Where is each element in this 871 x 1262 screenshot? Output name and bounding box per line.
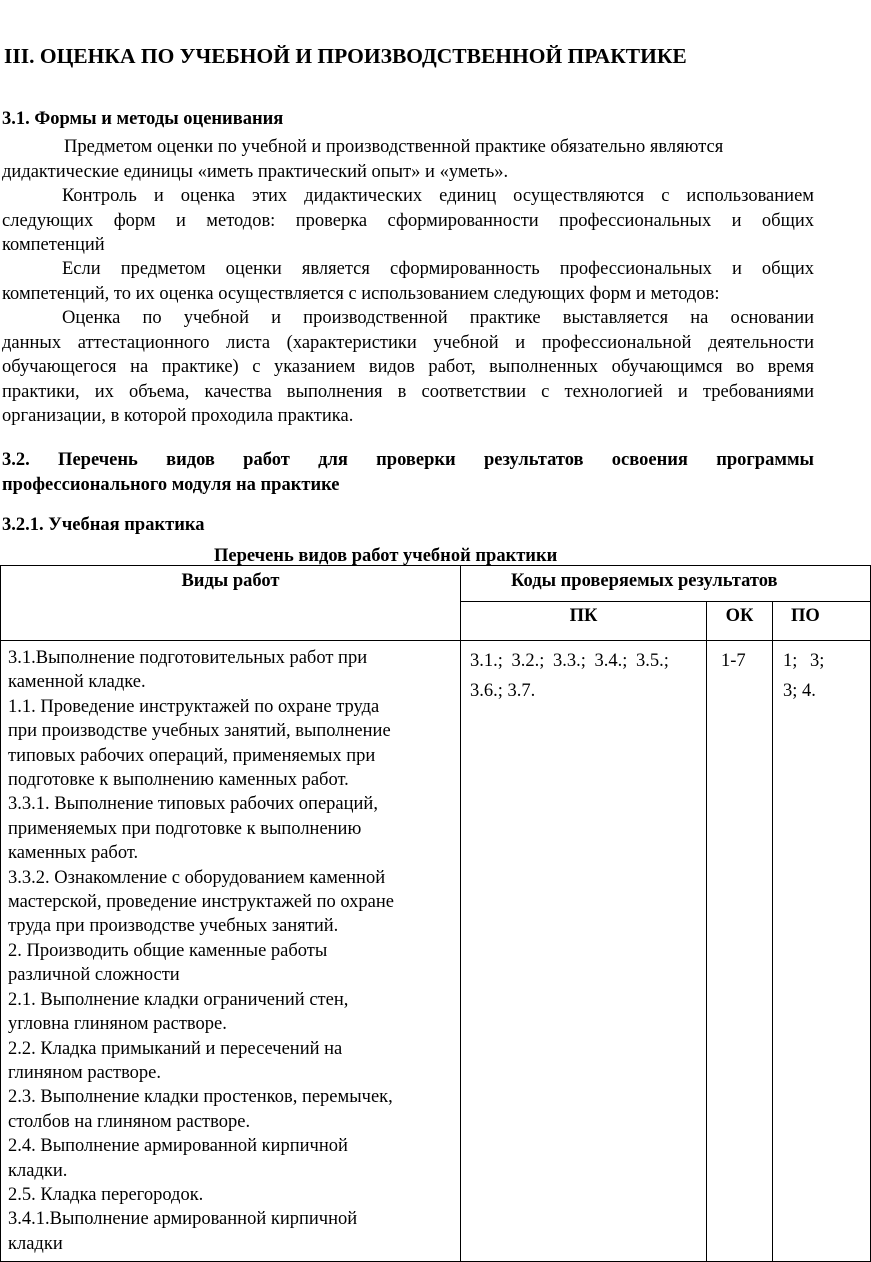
list-item: каменной кладке. (8, 672, 146, 693)
list-item: 2. Производить общие каменные работы (8, 940, 328, 961)
header-ok: ОК (707, 602, 773, 641)
list-item: 3.1.Выполнение подготовительных работ при (8, 648, 368, 668)
list-item: 2.2. Кладка примыканий и пересечений на (8, 1038, 343, 1059)
list-item: угловна глиняном растворе. (8, 1014, 227, 1035)
ok-codes: 1-7 (721, 651, 746, 671)
paragraph-competence-assessment: Если предметом оценки является сформированность профессиональных и общих компетенций, то их оценка осуществляется с использованием следующих форм и методов: (2, 259, 814, 304)
pk-codes-line: 3.1.; 3.2.; 3.3.; 3.4.; 3.5.; (470, 651, 669, 671)
list-item: 3.4.1.Выполнение армированной кирпичной (8, 1209, 358, 1230)
list-item: глиняном растворе. (8, 1062, 162, 1083)
subsection-title-3-2: 3.2. Перечень видов работ для проверки результатов освоения программы профессионального модуля на практике (2, 450, 814, 495)
list-item: 3.3.2. Ознакомление с оборудованием каменной (8, 867, 386, 888)
table-caption: Перечень видов работ учебной практики (214, 546, 558, 566)
list-item: 2.4. Выполнение армированной кирпичной (8, 1136, 348, 1157)
po-codes-line: 1; 3; (783, 651, 825, 671)
list-item: мастерской, проведение инструктажей по охране (8, 892, 394, 913)
list-item: 2.3. Выполнение кладки простенков, перемычек, (8, 1087, 393, 1108)
list-item: 2.5. Кладка перегородок. (8, 1184, 204, 1205)
table-cell-ok (707, 641, 773, 1262)
works-table (0, 565, 871, 1262)
po-codes-line: 3; 4. (783, 681, 816, 701)
list-item: кладки. (8, 1160, 68, 1181)
pk-codes-line: 3.6.; 3.7. (470, 681, 536, 701)
header-pk: ПК (461, 602, 707, 641)
header-po: ПО (773, 602, 871, 641)
list-item: труда при производстве учебных занятий. (8, 916, 339, 937)
section-heading: III. ОЦЕНКА ПО УЧЕБНОЙ И ПРОИЗВОДСТВЕННОЙ ПРАКТИКЕ (4, 44, 687, 68)
subsection-title-3-1: 3.1. Формы и методы оценивания (2, 109, 284, 129)
paragraph-grading: Оценка по учебной и производственной практике выставляется на основании данных аттестационного листа (характеристики учебной и профессиональной деятельности обучающегося на практике) с указанием видов работ, выполненных обучающимся во время практики, их объема, качества выполнения в соответствии с технологией и требованиями организации, в которой проходила практика. (2, 308, 814, 426)
list-item: каменных работ. (8, 843, 139, 864)
header-codes: Коды проверяемых результатов (461, 566, 871, 602)
paragraph-control-methods: Контроль и оценка этих дидактических единиц осуществляются с использованием следующих форм и методов: проверка сформированности профессиональных и общих компетенций (2, 186, 814, 255)
list-item: кладки (8, 1233, 63, 1254)
list-item: 2.1. Выполнение кладки ограничений стен, (8, 989, 349, 1010)
list-item: различной сложности (8, 965, 180, 986)
works-list (1, 641, 460, 1256)
list-item: применяемых при подготовке к выполнению (8, 818, 362, 839)
table-cell-works (1, 641, 461, 1262)
list-item: 1.1. Проведение инструктажей по охране труда (8, 696, 380, 717)
paragraph-assessment-subject: Предметом оценки по учебной и производственной практике обязательно являются дидактические единицы «иметь практический опыт» и «уметь». (2, 137, 724, 182)
works-table-container (0, 565, 825, 1254)
table-cell-pk (461, 641, 707, 1262)
list-item: 3.3.1. Выполнение типовых рабочих операций, (8, 794, 378, 815)
list-item: подготовке к выполнению каменных работ. (8, 770, 349, 791)
list-item: типовых рабочих операций, применяемых при (8, 745, 376, 766)
list-item: при производстве учебных занятий, выполнение (8, 721, 391, 742)
table-cell-po (773, 641, 871, 1262)
subsection-title-3-2-1: 3.2.1. Учебная практика (2, 515, 205, 535)
list-item: столбов на глиняном растворе. (8, 1111, 251, 1132)
header-works: Виды работ (1, 566, 461, 641)
